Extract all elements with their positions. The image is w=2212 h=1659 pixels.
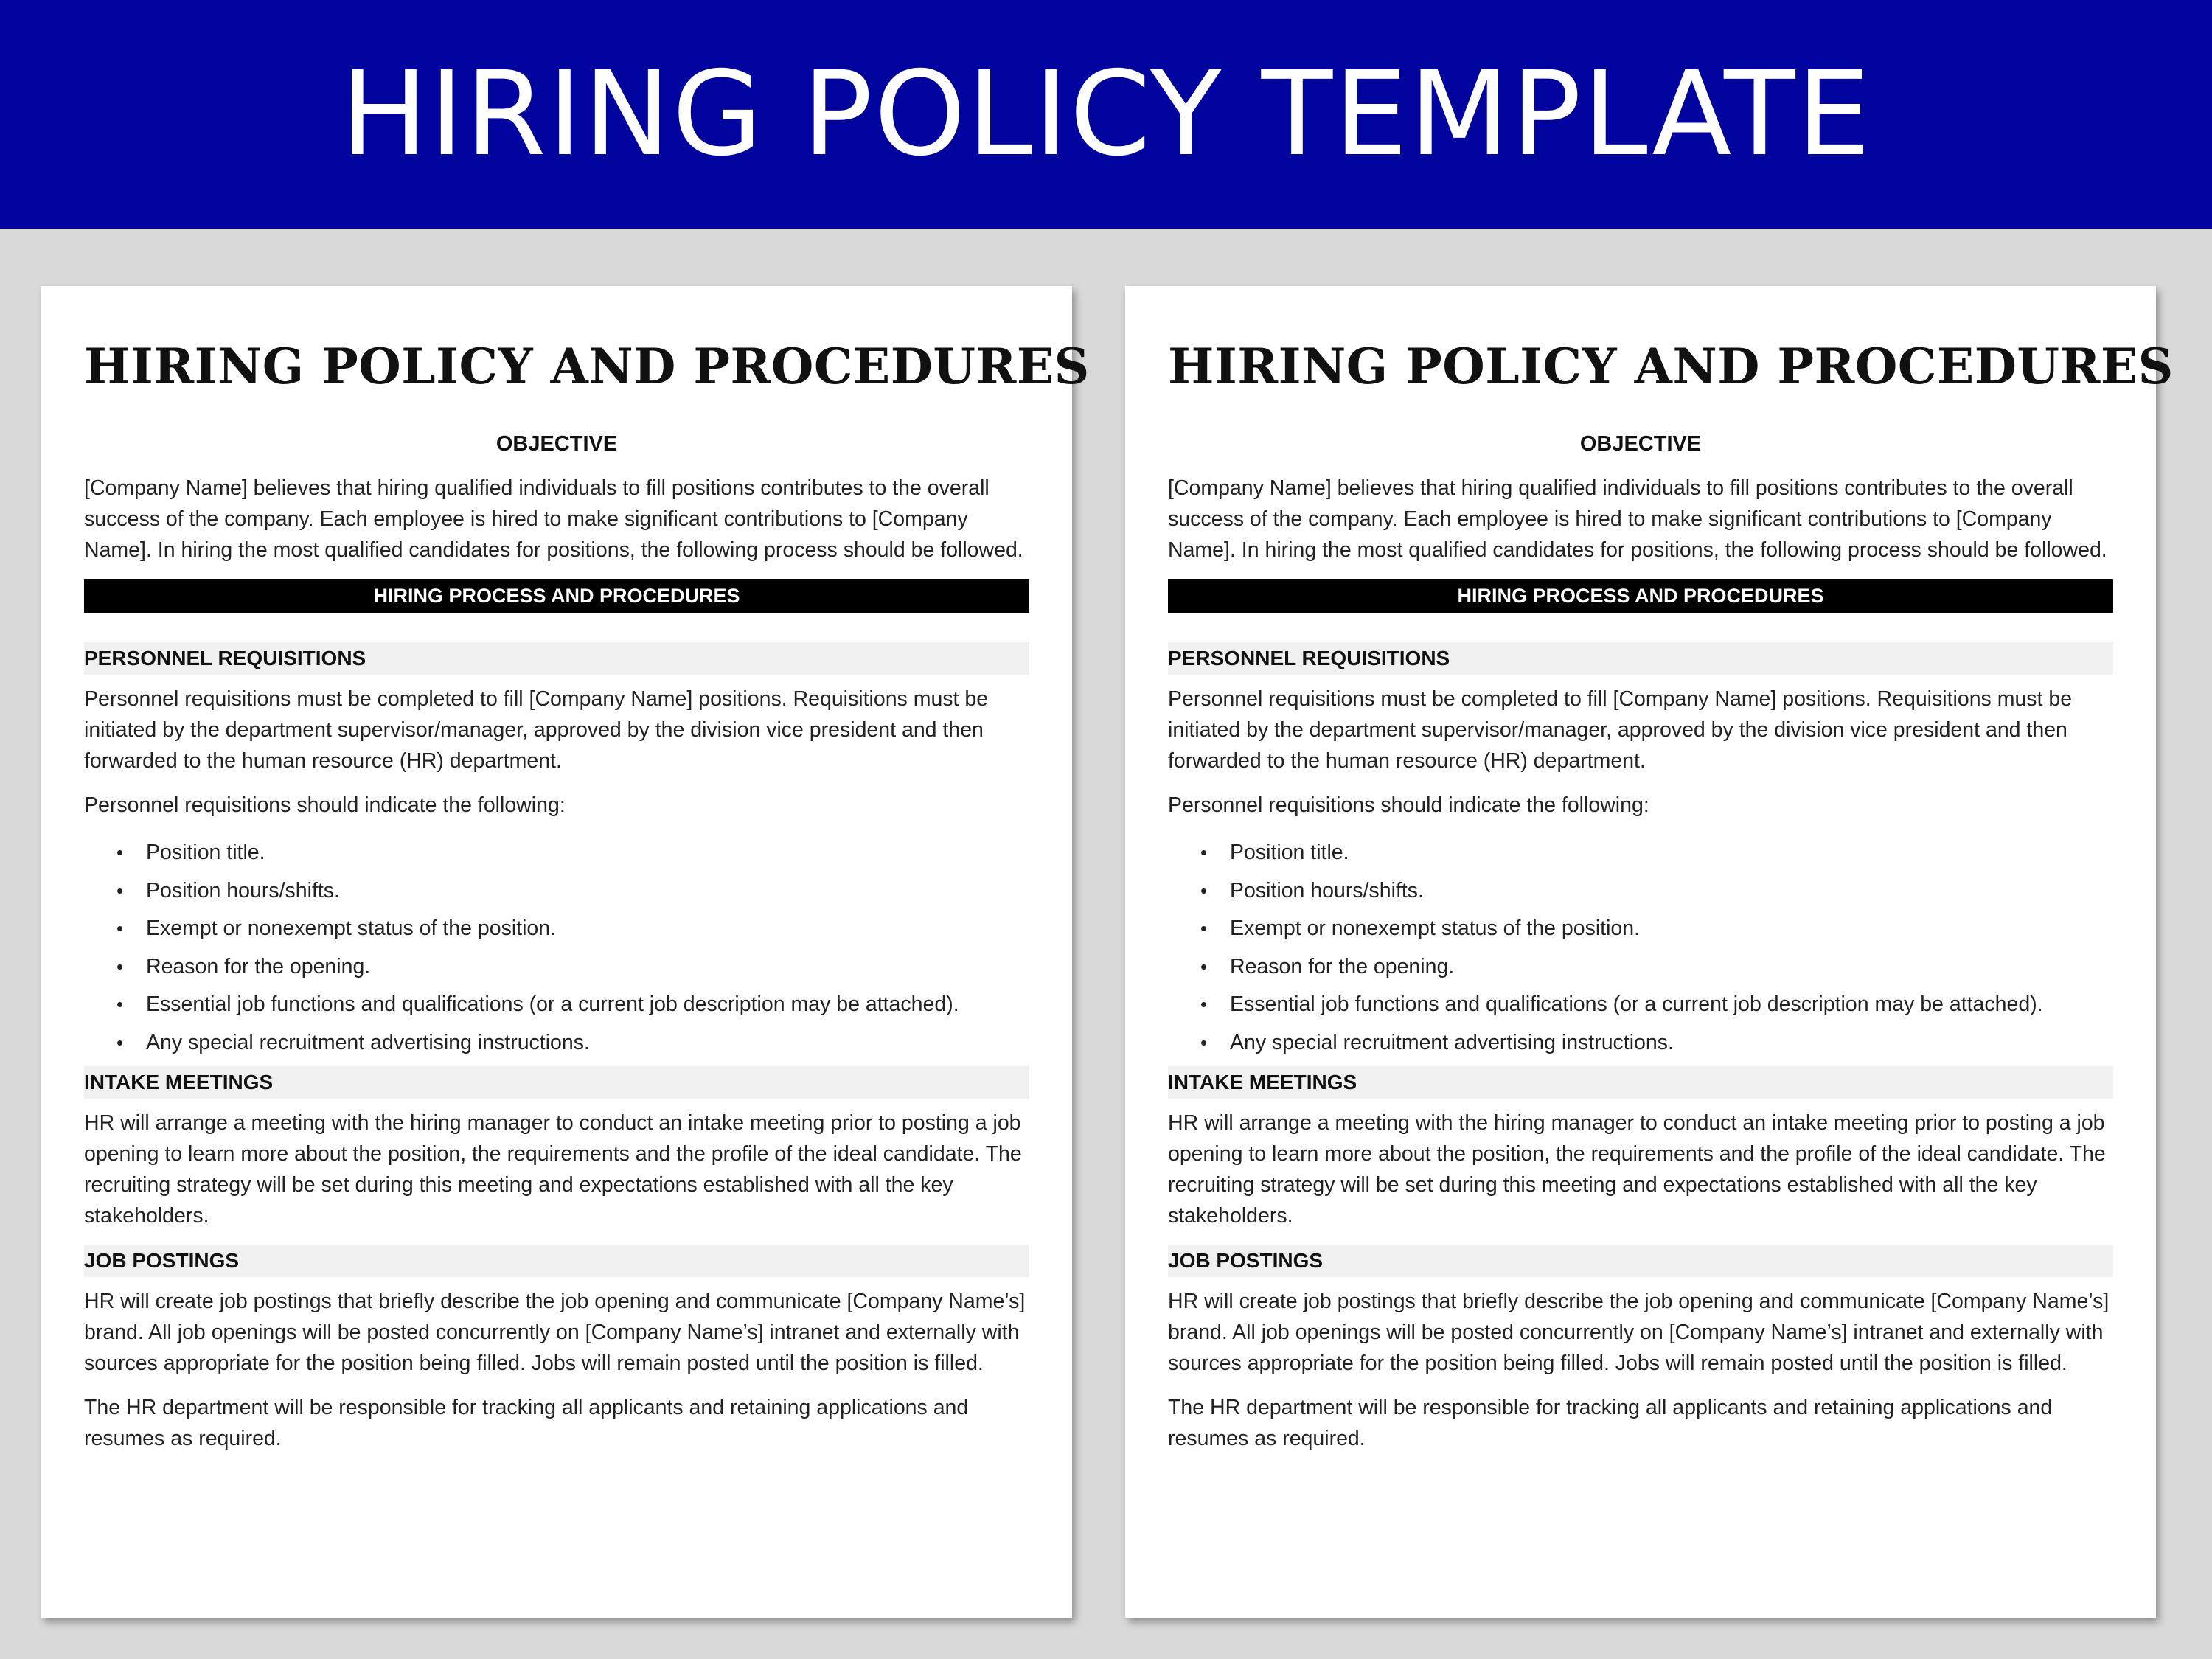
objective-text: [Company Name] believes that hiring qualified individuals to fill positions contributes to the overall success of the company. Each employee is hired to make significant contributions to [Company Name]. In hiring the most qualified candidates for positions, the following process should be followed. [1168, 476, 2107, 562]
list-item: • Exempt or nonexempt status of the position. [1168, 910, 2113, 948]
list-item: • Position title. [1168, 834, 2113, 872]
header-banner [0, 0, 2212, 229]
list-item: • Reason for the opening. [1168, 948, 2113, 987]
list-item: • Essential job functions and qualifications (or a current job description may be attached). [84, 986, 1029, 1024]
objective-heading: OBJECTIVE [495, 432, 618, 456]
banner-title: HIRING POLICY TEMPLATE [340, 46, 1872, 182]
objective-heading: OBJECTIVE [1579, 432, 1702, 456]
bullet-icon: • [1200, 993, 1208, 1015]
bullet-icon: • [116, 841, 124, 863]
process-section-bar: HIRING PROCESS AND PROCEDURES [84, 579, 1029, 613]
list-item: • Reason for the opening. [84, 948, 1029, 987]
intake-paragraph: HR will arrange a meeting with the hiring manager to conduct an intake meeting prior to posting a job opening to learn more about the position, the requirements and the profile of the ideal candidate. The recruiting strategy will be set during this meeting and expectations established with all the key stakeholders. [1168, 1111, 2106, 1228]
postings-tracking-paragraph: The HR department will be responsible for tracking all applicants and retaining applications and resumes as required. [84, 1396, 969, 1450]
postings-paragraph: HR will create job postings that briefly describe the job opening and communicate [Company Name’s] brand. All job openings will be posted concurrently on [Company Name’s] intranet and externally with sources appropriate for the position being filled. Jobs will remain posted until the position is filled. [84, 1290, 1026, 1375]
list-item: • Position hours/shifts. [84, 872, 1029, 911]
postings-paragraph: HR will create job postings that briefly describe the job opening and communicate [Company Name’s] brand. All job openings will be posted concurrently on [Company Name’s] intranet and externally with sources appropriate for the position being filled. Jobs will remain posted until the position is filled. [1168, 1290, 2110, 1375]
bullet-icon: • [1200, 1031, 1208, 1054]
list-item: • Exempt or nonexempt status of the position. [84, 910, 1029, 948]
intake-paragraph: HR will arrange a meeting with the hiring manager to conduct an intake meeting prior to posting a job opening to learn more about the position, the requirements and the profile of the ideal candidate. The recruiting strategy will be set during this meeting and expectations established with all the key stakeholders. [84, 1111, 1022, 1228]
postings-heading: JOB POSTINGS [84, 1245, 1029, 1277]
intake-heading: INTAKE MEETINGS [1168, 1066, 2113, 1099]
postings-tracking-paragraph: The HR department will be responsible for tracking all applicants and retaining applications and resumes as required. [1168, 1396, 2053, 1450]
requisitions-intro: Personnel requisitions should indicate the following: [1168, 793, 1649, 817]
bullet-icon: • [116, 879, 124, 902]
requisitions-intro: Personnel requisitions should indicate the following: [84, 793, 566, 817]
list-item: • Essential job functions and qualifications (or a current job description may be attached). [1168, 986, 2113, 1024]
requisitions-bullet-list [84, 834, 1029, 1062]
intake-heading: INTAKE MEETINGS [84, 1066, 1029, 1099]
bullet-icon: • [1200, 955, 1208, 978]
bullet-icon: • [1200, 917, 1208, 939]
list-item: • Position hours/shifts. [1168, 872, 2113, 911]
requisitions-paragraph: Personnel requisitions must be completed to fill [Company Name] positions. Requisitions must be initiated by the department supervisor/manager, approved by the division vice president and then forwarded to the human resource (HR) department. [1168, 687, 2073, 773]
postings-heading: JOB POSTINGS [1168, 1245, 2113, 1277]
bullet-icon: • [116, 1031, 124, 1054]
process-section-bar: HIRING PROCESS AND PROCEDURES [1168, 579, 2113, 613]
document-page-left [41, 286, 1090, 1618]
requisitions-paragraph: Personnel requisitions must be completed to fill [Company Name] positions. Requisitions must be initiated by the department supervisor/manager, approved by the division vice president and then forwarded to the human resource (HR) department. [84, 687, 989, 773]
bullet-icon: • [116, 993, 124, 1015]
list-item: • Any special recruitment advertising instructions. [84, 1024, 1029, 1062]
requisitions-heading: PERSONNEL REQUISITIONS [1168, 642, 2113, 675]
requisitions-heading: PERSONNEL REQUISITIONS [84, 642, 1029, 675]
document-title: HIRING POLICY AND PROCEDURES [1168, 338, 2174, 395]
bullet-icon: • [1200, 879, 1208, 902]
bullet-icon: • [116, 955, 124, 978]
bullet-icon: • [116, 917, 124, 939]
requisitions-bullet-list [1168, 834, 2113, 1062]
bullet-icon: • [1200, 841, 1208, 863]
document-page-right [1125, 286, 2174, 1618]
list-item: • Any special recruitment advertising instructions. [1168, 1024, 2113, 1062]
objective-text: [Company Name] believes that hiring qualified individuals to fill positions contributes to the overall success of the company. Each employee is hired to make significant contributions to [Company Name]. In hiring the most qualified candidates for positions, the following process should be followed. [84, 476, 1023, 562]
document-title: HIRING POLICY AND PROCEDURES [84, 338, 1090, 395]
list-item: • Position title. [84, 834, 1029, 872]
